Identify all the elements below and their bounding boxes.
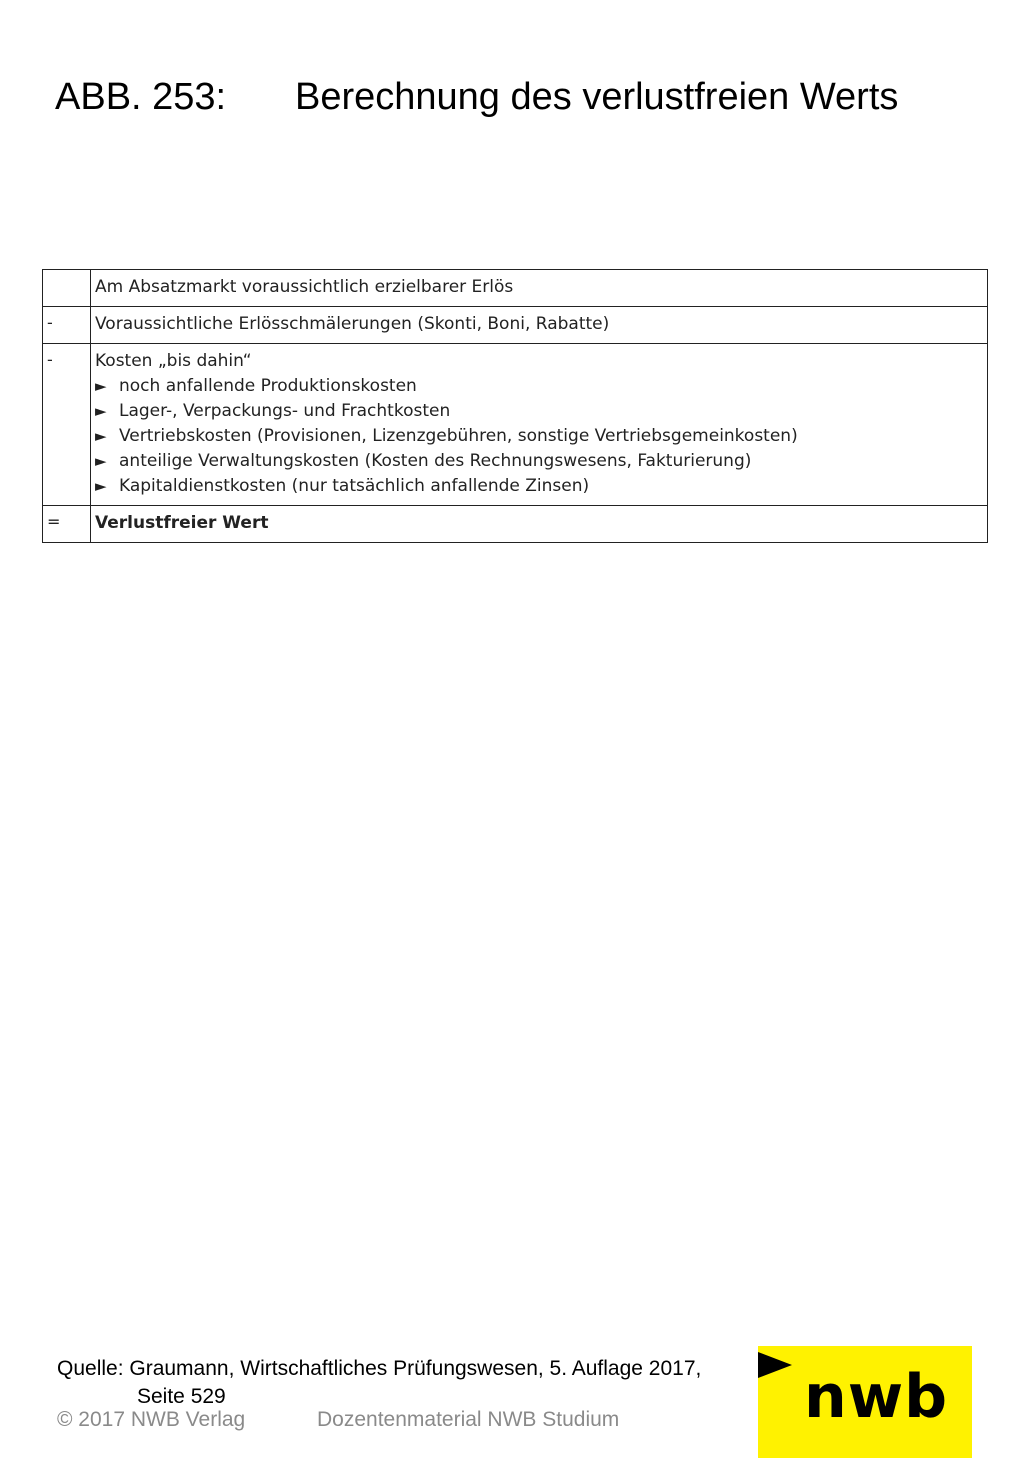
- arrow-bullet-icon: ►: [95, 477, 107, 495]
- source-line-2: Seite 529: [137, 1385, 226, 1408]
- footer: [57, 1406, 619, 1434]
- operator-cell: -: [43, 344, 91, 506]
- row-text: Am Absatzmarkt voraussichtlich erzielbarer Erlös: [91, 270, 988, 307]
- list-item: ► noch anfallende Produktionskosten: [95, 374, 983, 399]
- result-text: Verlustfreier Wert: [91, 506, 988, 543]
- list-item: ► Vertriebskosten (Provisionen, Lizenzgebühren, sonstige Vertriebsgemeinkosten): [95, 424, 983, 449]
- table-row: [43, 506, 988, 543]
- operator-cell: [43, 270, 91, 307]
- figure-label: ABB. 253:: [55, 76, 227, 118]
- arrow-bullet-icon: ►: [95, 377, 107, 395]
- source-citation: [57, 1355, 701, 1411]
- page-title: [55, 72, 898, 122]
- list-item: ► anteilige Verwaltungskosten (Kosten des Rechnungswesens, Fakturierung): [95, 449, 983, 474]
- cost-cell: [91, 344, 988, 506]
- row-text: Voraussichtliche Erlösschmälerungen (Skonti, Boni, Rabatte): [91, 307, 988, 344]
- row-text: Kosten „bis dahin“: [95, 351, 252, 371]
- copyright-text: © 2017 NWB Verlag: [57, 1408, 246, 1431]
- calculation-table: [42, 269, 988, 543]
- arrow-bullet-icon: ►: [95, 452, 107, 470]
- list-item: ► Lager-, Verpackungs- und Frachtkosten: [95, 399, 983, 424]
- table-row: [43, 307, 988, 344]
- operator-cell: =: [43, 506, 91, 543]
- material-text: Dozentenmaterial NWB Studium: [317, 1408, 620, 1431]
- arrow-bullet-icon: ►: [95, 402, 107, 420]
- source-line-1: Quelle: Graumann, Wirtschaftliches Prüfungswesen, 5. Auflage 2017,: [57, 1357, 702, 1380]
- operator-cell: -: [43, 307, 91, 344]
- cost-list: [95, 374, 983, 499]
- figure-title: Berechnung des verlustfreien Werts: [295, 76, 899, 118]
- list-item: ► Kapitaldienstkosten (nur tatsächlich anfallende Zinsen): [95, 474, 983, 499]
- logo-text: nwb: [804, 1362, 949, 1432]
- nwb-logo: [758, 1346, 972, 1458]
- arrow-bullet-icon: ►: [95, 427, 107, 445]
- table-row: [43, 344, 988, 506]
- play-arrow-icon: [758, 1352, 792, 1378]
- table-row: [43, 270, 988, 307]
